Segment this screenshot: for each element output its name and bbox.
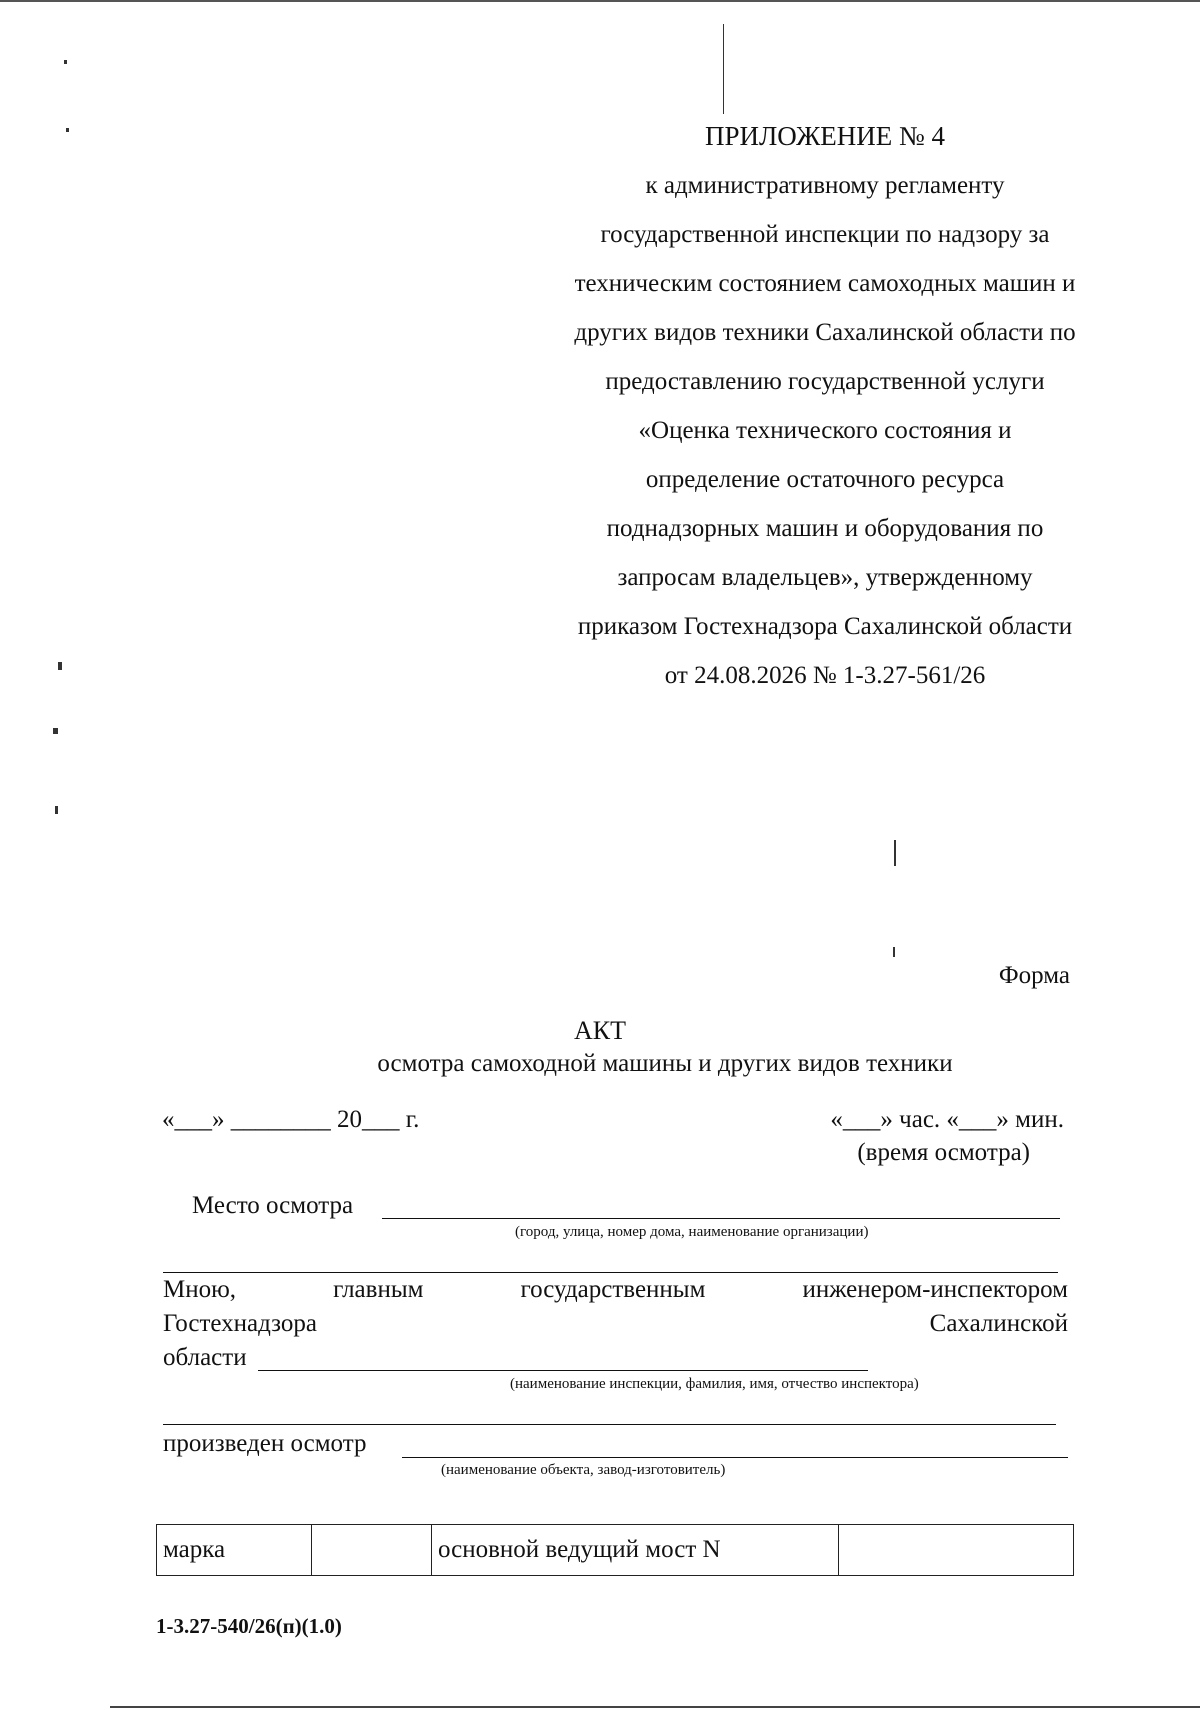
table-cell-brand-value[interactable]: [312, 1525, 432, 1576]
object-input-line[interactable]: [402, 1457, 1068, 1458]
time-caption: (время осмотра): [857, 1139, 1030, 1166]
inspector-input-line[interactable]: [258, 1370, 868, 1371]
scan-artifact: [66, 128, 69, 132]
appendix-line: государственной инспекции по надзору за: [600, 221, 1050, 248]
place-input-line-2[interactable]: [163, 1272, 1058, 1273]
table-cell-axle-label: основной ведущий мост N: [432, 1525, 839, 1576]
scan-artifact: [893, 947, 895, 957]
act-date-field[interactable]: «___» ________ 20___ г.: [162, 1106, 420, 1133]
inspector-word: Сахалинской: [929, 1310, 1068, 1337]
act-time-field[interactable]: «___» час. «___» мин.: [830, 1106, 1064, 1133]
appendix-line: техническим состоянием самоходных машин и: [574, 270, 1076, 297]
appendix-line: предоставлению государственной услуги: [605, 368, 1045, 395]
table-cell-axle-value[interactable]: [839, 1525, 1074, 1576]
place-label: Место осмотра: [192, 1192, 354, 1219]
appendix-line: «Оценка технического состояния и: [638, 417, 1012, 444]
inspector-region-label: области: [163, 1344, 247, 1371]
scan-artifact: [894, 840, 896, 866]
object-caption: (наименование объекта, завод-изготовитель): [441, 1462, 726, 1478]
scan-artifact: [723, 24, 724, 114]
footer-code: 1-3.27-540/26(п)(1.0): [156, 1614, 342, 1638]
appendix-line: приказом Гостехнадзора Сахалинской области: [577, 613, 1073, 640]
inspector-word: инженером-инспектором: [802, 1276, 1068, 1303]
act-subtitle: осмотра самоходной машины и других видов техники: [377, 1050, 953, 1077]
inspector-word: главным: [333, 1276, 424, 1303]
inspector-word: Мною,: [163, 1276, 237, 1303]
place-input-line[interactable]: [382, 1218, 1060, 1219]
appendix-line: запросам владельцев», утвержденному: [617, 564, 1033, 591]
table-row: [157, 1525, 1074, 1576]
act-title: АКТ: [574, 1016, 626, 1045]
scan-border-bottom: [110, 1706, 1200, 1708]
appendix-line: других видов техники Сахалинской области по: [574, 319, 1076, 346]
appendix-line: поднадзорных машин и оборудования по: [606, 515, 1044, 542]
scan-border-top: [0, 0, 1200, 2]
inspector-input-line-2[interactable]: [163, 1424, 1056, 1425]
appendix-title: ПРИЛОЖЕНИЕ № 4: [704, 121, 946, 151]
scan-artifact: [53, 728, 58, 734]
scan-artifact: [58, 662, 62, 670]
appendix-block: [530, 112, 1120, 700]
table-cell-brand-label: марка: [157, 1525, 312, 1576]
form-label: Форма: [998, 962, 1070, 989]
inspector-line-2: [163, 1310, 1068, 1338]
appendix-line: к административному регламенту: [645, 172, 1005, 199]
appendix-line: определение остаточного ресурса: [645, 466, 1005, 493]
place-caption: (город, улица, номер дома, наименование организации): [515, 1224, 869, 1240]
object-label: произведен осмотр: [163, 1430, 367, 1457]
specs-table: [156, 1524, 1074, 1576]
scan-artifact: [55, 806, 58, 814]
inspector-line-1: [163, 1276, 1068, 1304]
inspector-caption: (наименование инспекции, фамилия, имя, отчество инспектора): [510, 1376, 919, 1392]
scan-artifact: [64, 60, 67, 64]
inspector-word: государственным: [520, 1276, 706, 1303]
appendix-line: от 24.08.2026 № 1-3.27-561/26: [664, 662, 986, 689]
inspector-word: Гостехнадзора: [163, 1310, 317, 1337]
